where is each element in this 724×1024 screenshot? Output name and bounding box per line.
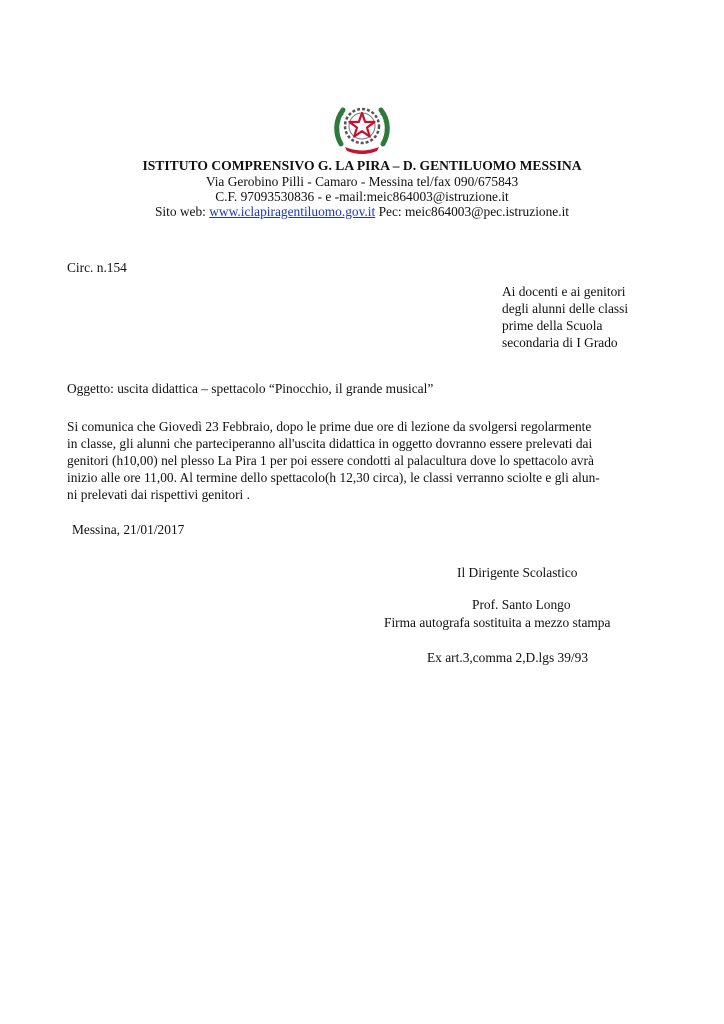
- italian-republic-emblem-icon: [333, 100, 391, 156]
- signature-name: Prof. Santo Longo: [472, 597, 571, 612]
- circular-number: Circ. n.154: [67, 260, 127, 275]
- body-line: Si comunica che Giovedì 23 Febbraio, dopo le prime due ore di lezione da svolgersi regolarmente: [67, 419, 592, 434]
- signature-law-reference: Ex art.3,comma 2,D.lgs 39/93: [427, 650, 589, 665]
- recipient-line: Ai docenti e ai genitori: [502, 284, 626, 299]
- body-paragraph: [67, 418, 657, 503]
- subject-line: Oggetto: uscita didattica – spettacolo “Pinocchio, il grande musical”: [67, 381, 434, 396]
- institute-web-pec: [0, 204, 724, 219]
- body-line: genitori (h10,00) nel plesso La Pira 1 per poi essere condotti al palacultura dove lo spettacolo avrà: [67, 453, 594, 468]
- institute-name: ISTITUTO COMPRENSIVO G. LA PIRA – D. GENTILUOMO MESSINA: [142, 158, 582, 173]
- signature-note: Firma autografa sostituita a mezzo stampa: [384, 615, 611, 630]
- recipient-line: secondaria di I Grado: [502, 335, 618, 350]
- body-line: inizio alle ore 11,00. Al termine dello spettacolo(h 12,30 circa), le classi verranno sciolte e gli alun-: [67, 470, 600, 485]
- place-date: Messina, 21/01/2017: [72, 522, 185, 537]
- pec-address: Pec: meic864003@pec.istruzione.it: [375, 204, 570, 219]
- signature-role: Il Dirigente Scolastico: [457, 565, 578, 580]
- body-line: in classe, gli alunni che parteciperanno all'uscita didattica in oggetto dovranno essere prelevati dai: [67, 436, 593, 451]
- recipient-line: degli alunni delle classi: [502, 301, 629, 316]
- institute-tax-email: C.F. 97093530836 - e -mail:meic864003@istruzione.it: [215, 189, 509, 204]
- institute-address: Via Gerobino Pilli - Camaro - Messina tel/fax 090/675843: [205, 174, 519, 189]
- website-link[interactable]: www.iclapiragentiluomo.gov.it: [209, 204, 376, 219]
- recipient-line: prime della Scuola: [502, 318, 603, 333]
- body-line: ni prelevati dai rispettivi genitori .: [67, 487, 250, 502]
- recipients-block: [502, 283, 628, 351]
- website-label: Sito web:: [154, 204, 210, 219]
